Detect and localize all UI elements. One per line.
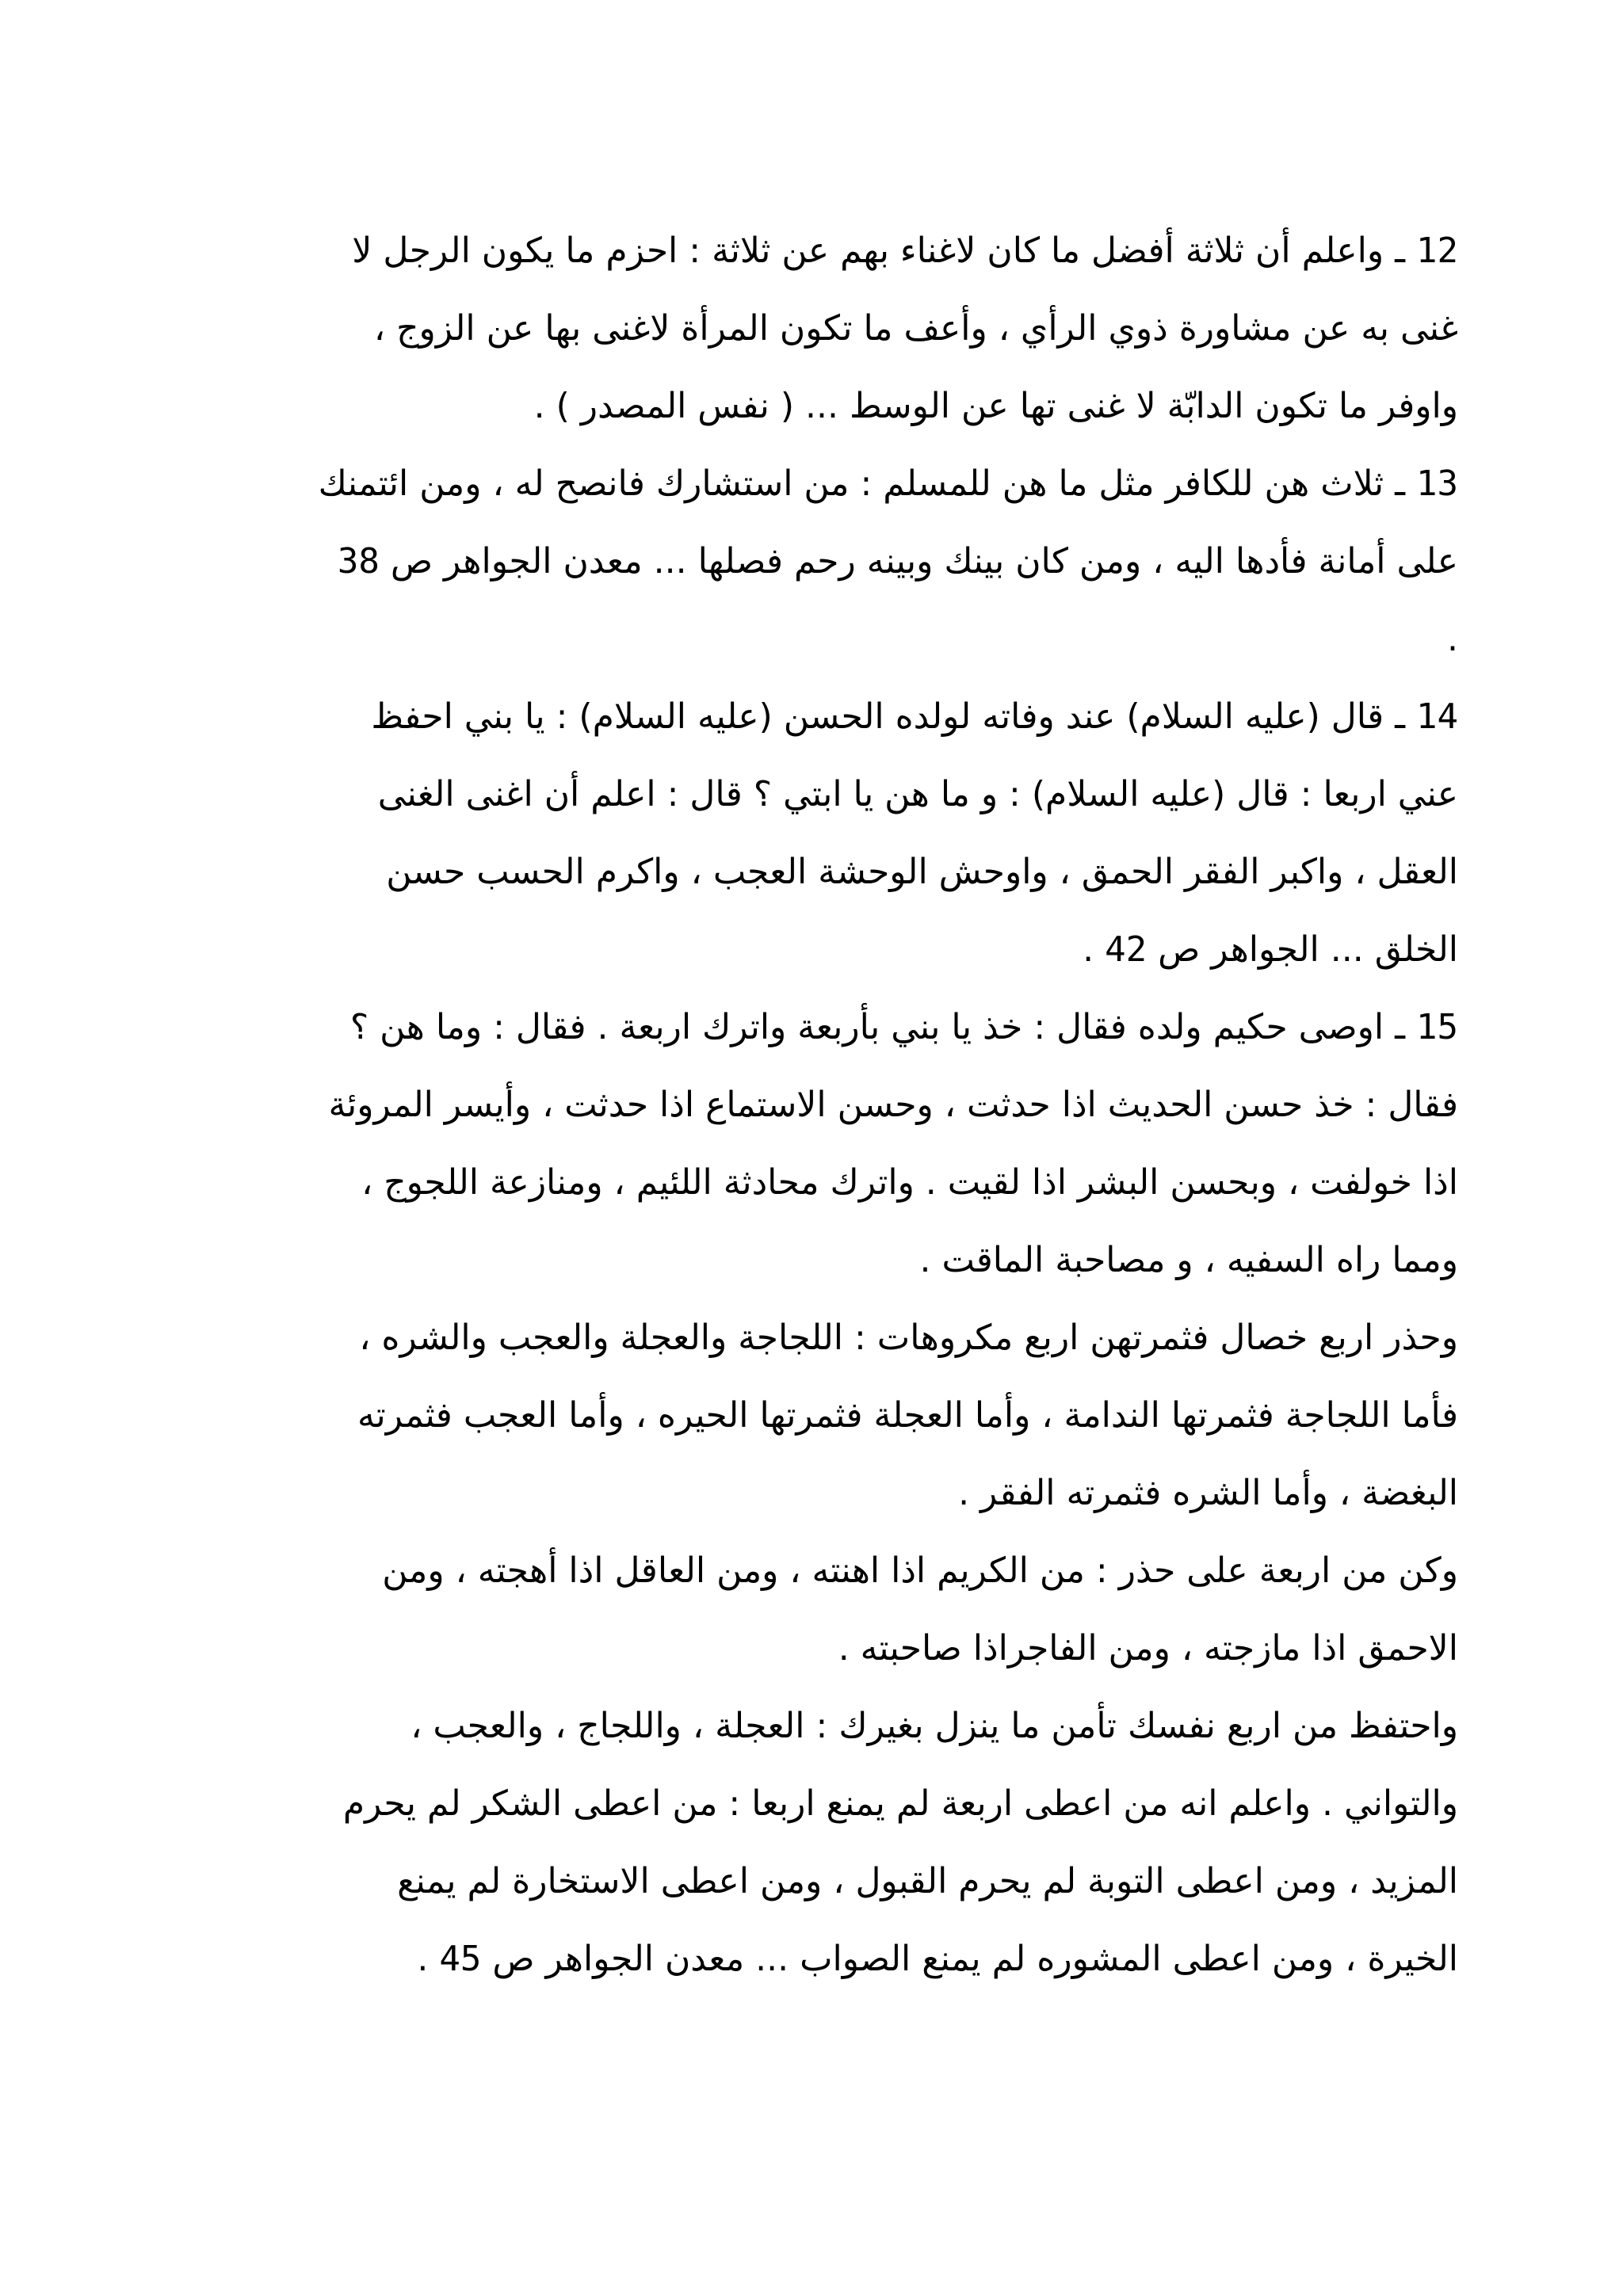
line-text: الاحمق اذا مازجته ، ومن الفاجراذا صاحبته . — [838, 1628, 1458, 1669]
text-line — [158, 833, 1458, 911]
text-line — [158, 756, 1458, 833]
text-line — [158, 1299, 1458, 1377]
text-line — [158, 1610, 1458, 1688]
line-text: . — [1447, 619, 1458, 659]
item-number: 12 — [1416, 231, 1458, 271]
text-line — [158, 1532, 1458, 1610]
line-text: ـ ثلاث هن للكافر مثل ما هن للمسلم : من استشارك فانصح له ، ومن ائتمنك — [318, 463, 1417, 504]
line-text: العقل ، واكبر الفقر الحمق ، واوحش الوحشة العجب ، واكرم الحسب حسن — [386, 852, 1458, 892]
page-reference-number: 45 — [439, 1939, 482, 1979]
line-text: عني اربعا : قال (عليه السلام) : و ما هن يا ابتي ؟ قال : اعلم أن اغنى الغنى — [377, 774, 1458, 814]
text-line — [158, 523, 1458, 601]
text-line — [158, 368, 1458, 445]
line-text: وكن من اربعة على حذر : من الكريم اذا اهنته ، ومن العاقل اذا أهجته ، ومن — [382, 1550, 1458, 1591]
line-text: ـ قال (عليه السلام) عند وفاته لولده الحسن (عليه السلام) : يا بني احفظ — [371, 696, 1417, 737]
page-reference-number: 42 — [1105, 929, 1148, 970]
text-line — [158, 601, 1458, 678]
text-line — [158, 212, 1458, 290]
line-text: المزيد ، ومن اعطى التوبة لم يحرم القبول ، ومن اعطى الاستخارة لم يمنع — [397, 1861, 1458, 1901]
item-number: 14 — [1416, 696, 1458, 737]
line-text: اذا خولفت ، وبحسن البشر اذا لقيت . واترك محادثة اللئيم ، ومنازعة اللجوج ، — [361, 1162, 1458, 1203]
text-body — [158, 212, 1458, 1998]
line-text: واحتفظ من اربع نفسك تأمن ما ينزل بغيرك : العجلة ، واللجاج ، والعجب ، — [411, 1706, 1458, 1746]
line-text: والتواني . واعلم انه من اعطى اربعة لم يمنع اربعا : من اعطى الشكر لم يحرم — [342, 1783, 1458, 1824]
line-text: على أمانة فأدها اليه ، ومن كان بينك وبينه رحم فصلها ... معدن الجواهر ص — [379, 541, 1458, 582]
line-text: ـ واعلم أن ثلاثة أفضل ما كان لاغناء بهم عن ثلاثة : احزم ما يكون الرجل لا — [352, 231, 1417, 271]
item-number: 15 — [1416, 1007, 1458, 1047]
text-line — [158, 678, 1458, 756]
line-text: البغضة ، وأما الشره فثمرته الفقر . — [958, 1473, 1458, 1513]
line-text: الخلق ... الجواهر ص — [1147, 929, 1458, 970]
line-text: غنى به عن مشاورة ذوي الرأي ، وأعف ما تكون المرأة لاغنى بها عن الزوج ، — [373, 308, 1458, 349]
line-text: الخيرة ، ومن اعطى المشوره لم يمنع الصواب ... معدن الجواهر ص — [481, 1939, 1458, 1979]
text-line — [158, 1222, 1458, 1299]
line-tail: . — [417, 1939, 440, 1979]
text-line — [158, 1144, 1458, 1222]
line-text: فقال : خذ حسن الحديث اذا حدثت ، وحسن الاستماع اذا حدثت ، وأيسر المروئة — [328, 1085, 1458, 1125]
text-line — [158, 911, 1458, 989]
page-reference-number: 38 — [337, 541, 380, 582]
text-line — [158, 1920, 1458, 1998]
line-text: واوفر ما تكون الدابّة لا غنى تها عن الوسط ... ( نفس المصدر ) . — [533, 386, 1458, 426]
line-text: ـ اوصى حكيم ولده فقال : خذ يا بني بأربعة واترك اربعة . فقال : وما هن ؟ — [349, 1007, 1417, 1047]
line-text: وحذر اربع خصال فثمرتهن اربع مكروهات : اللجاجة والعجلة والعجب والشره ، — [359, 1318, 1458, 1358]
text-line — [158, 1066, 1458, 1144]
text-line — [158, 989, 1458, 1066]
text-line — [158, 445, 1458, 523]
text-line — [158, 1843, 1458, 1920]
line-tail: . — [1083, 929, 1106, 970]
text-line — [158, 1377, 1458, 1455]
text-line — [158, 1688, 1458, 1765]
item-number: 13 — [1416, 463, 1458, 504]
text-line — [158, 1765, 1458, 1843]
line-text: فأما اللجاجة فثمرتها الندامة ، وأما العجلة فثمرتها الحيره ، وأما العجب فثمرته — [357, 1395, 1458, 1436]
text-line — [158, 290, 1458, 368]
text-line — [158, 1455, 1458, 1532]
line-text: ومما راه السفيه ، و مصاحبة الماقت . — [919, 1240, 1458, 1280]
